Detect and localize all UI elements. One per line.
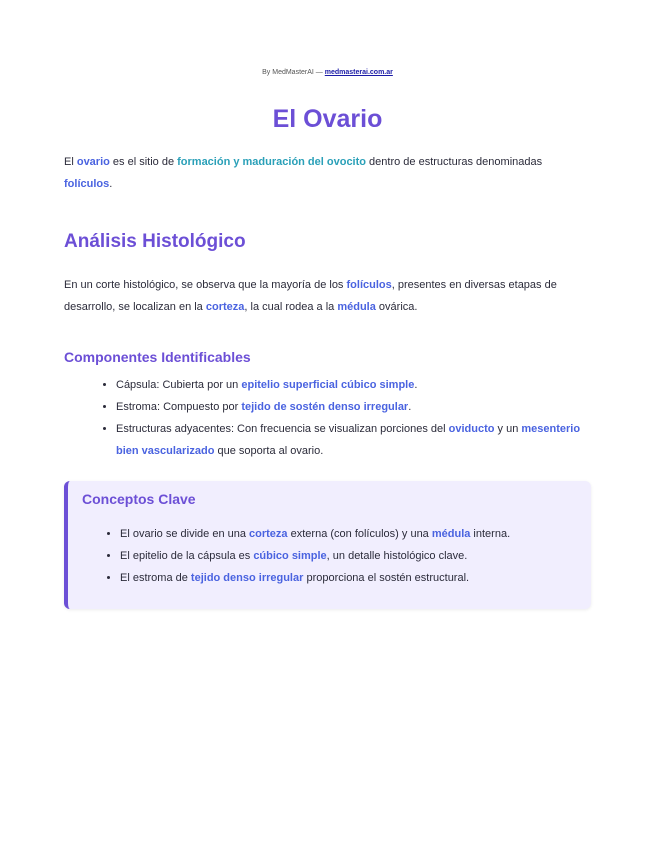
list-item <box>120 567 575 589</box>
item-text: Estroma: Compuesto por <box>116 401 242 413</box>
paragraph-text: , presentes en diversas etapas de desarrollo, se localizan en la <box>64 279 557 313</box>
item-text: , un detalle histológico clave. <box>326 550 468 562</box>
paragraph-text: En un corte histológico, se observa que la mayoría de los <box>64 279 347 291</box>
highlight-term: médula <box>337 301 376 313</box>
item-text: que soporta al ovario. <box>214 445 324 457</box>
list-item <box>116 396 591 418</box>
highlight-term: folículos <box>64 178 110 190</box>
list-item <box>120 523 575 545</box>
highlight-term: corteza <box>205 301 245 313</box>
item-text: externa (con folículos) y una <box>287 528 432 540</box>
intro-text: El <box>64 156 77 168</box>
item-text: Cápsula: Cubierta por un <box>116 379 242 391</box>
highlight-term: corteza <box>249 528 288 540</box>
item-text: interna. <box>470 528 511 540</box>
page-title: El Ovario <box>272 105 383 133</box>
components-list <box>64 374 591 462</box>
list-item <box>120 545 575 567</box>
highlight-term: tejido de sostén denso irregular <box>241 401 409 413</box>
item-text: proporciona el sostén estructural. <box>303 572 470 584</box>
intro-paragraph <box>64 151 591 195</box>
components-heading: Componentes Identificables <box>64 349 251 365</box>
list-item <box>116 418 591 462</box>
intro-text: . <box>109 178 113 190</box>
highlight-term: cúbico simple <box>253 550 327 562</box>
highlight-term: formación y maduración del ovocito <box>177 156 366 168</box>
histology-paragraph <box>64 274 591 318</box>
key-concepts-box <box>64 481 591 609</box>
highlight-term: mesenterio bien vascularizado <box>116 423 581 457</box>
key-concepts-heading: Conceptos Clave <box>82 491 196 507</box>
item-text: El epitelio de la cápsula es <box>120 550 254 562</box>
highlight-term: folículos <box>346 279 392 291</box>
byline-link[interactable]: medmasterai.com.ar <box>324 69 393 76</box>
section-heading: Análisis Histológico <box>64 231 246 252</box>
highlight-term: epitelio superficial cúbico simple <box>241 379 415 391</box>
item-text: y un <box>494 423 522 435</box>
byline <box>64 0 591 78</box>
highlight-term: oviducto <box>448 423 495 435</box>
item-text: . <box>408 401 412 413</box>
paragraph-text: , la cual rodea a la <box>244 301 338 313</box>
highlight-term: médula <box>431 528 471 540</box>
item-text: El ovario se divide en una <box>120 528 250 540</box>
highlight-term: ovario <box>76 156 110 168</box>
item-text: El estroma de <box>120 572 191 584</box>
item-text: Estructuras adyacentes: Con frecuencia se visualizan porciones del <box>116 423 449 435</box>
intro-text: dentro de estructuras denominadas <box>366 156 543 168</box>
byline-prefix: By MedMasterAI — <box>262 69 325 76</box>
intro-text: es el sitio de <box>109 156 178 168</box>
key-concepts-list <box>82 523 575 589</box>
list-item <box>116 374 591 396</box>
highlight-term: tejido denso irregular <box>190 572 304 584</box>
item-text: . <box>414 379 418 391</box>
paragraph-text: ovárica. <box>375 301 418 313</box>
